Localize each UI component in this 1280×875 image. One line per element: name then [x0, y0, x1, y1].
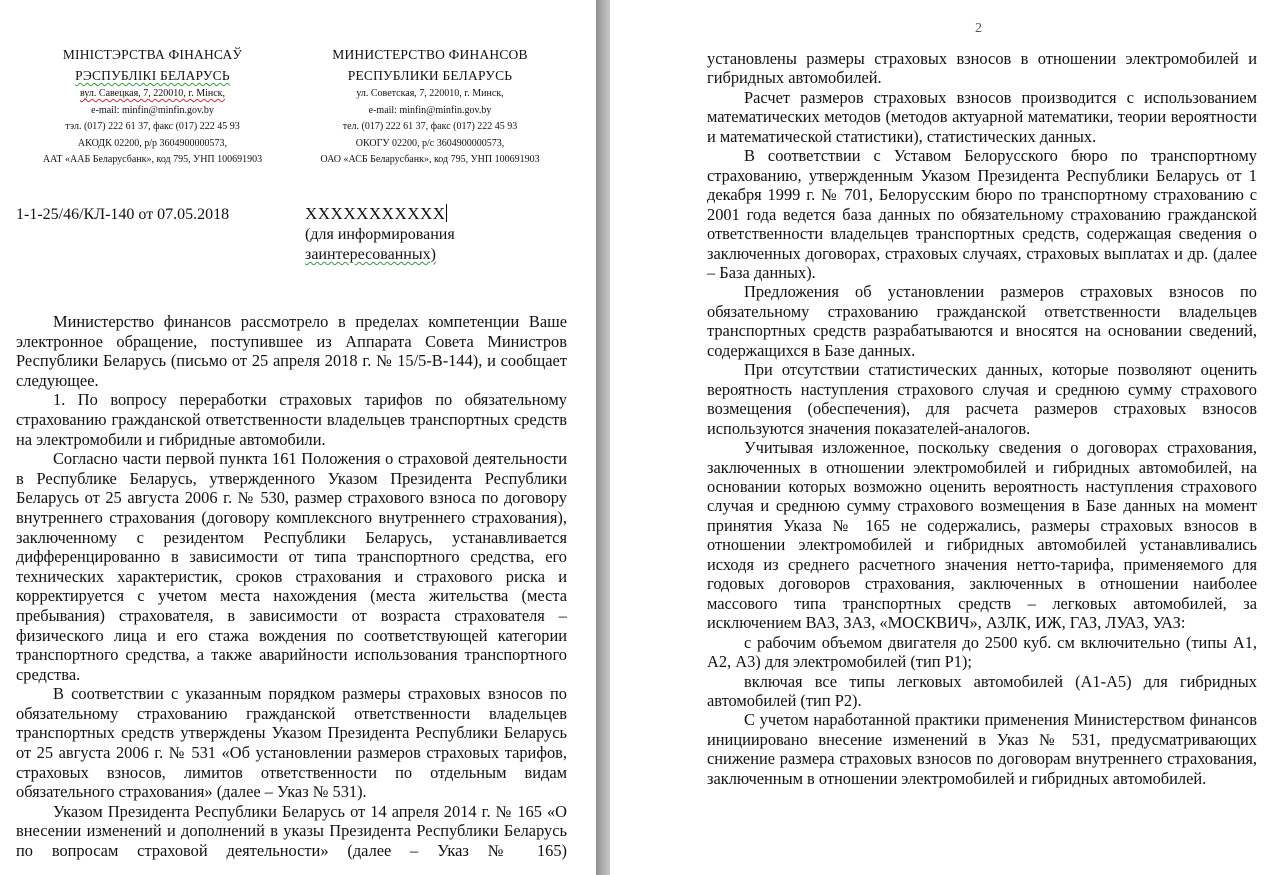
paragraph: Указом Президента Республики Беларусь от 14 апреля 2014 г. № 165 «О внесении изменений и дополнений в указы Президента Республики Беларусь по вопросам страховой деятельности» (далее – Указ № 165) — [16, 801, 567, 861]
addressee-note: (для информирования — [305, 226, 455, 243]
addressee-name[interactable]: XXXXXXXXXXX — [305, 204, 446, 223]
document-page-2 — [610, 0, 1280, 875]
letterhead-russian — [300, 44, 560, 169]
paragraph: При отсутствии статистических данных, которые позволяют оценить вероятность наступления страхового случая и среднюю сумму страхового возмещения (обеспечения), для расчета размеров страховых взносов используются значения показателей-аналогов. — [707, 360, 1257, 438]
page-2-body[interactable] — [707, 49, 1257, 788]
paragraph: В соответствии с Уставом Белорусского бюро по транспортному страхованию, утвержденным Указом Президента Республики Беларусь от 1 декабря 1999 г. № 701, Белорусским бюро по транспортному страхованию с 2001 года ведется база данных по обязательному страхованию гражданской ответственности владельцев транспортных средств, содержащая сведения о заключенных договорах, страховых случаях, страховых выплатах и др. (далее – База данных). — [707, 146, 1257, 282]
paragraph: установлены размеры страховых взносов в отношении электромобилей и гибридных автомобилей. — [707, 49, 1257, 88]
paragraph: Министерство финансов рассмотрело в пределах компетенции Ваше электронное обращение, поступившее из Аппарата Совета Министров Республики Беларусь (письмо от 25 апреля 2018 г. № 15/5-В-144), и сообщает следующее. — [16, 312, 567, 390]
letterhead-bank: ОАО «АСБ Беларусбанк», код 795, УНП 100691903 — [320, 154, 540, 165]
letterhead-email: e-mail: minfin@minfin.gov.by — [368, 104, 492, 116]
letterhead-address: вул. Савецкая, 7, 220010, г. Мінск, — [79, 88, 226, 99]
paragraph: с рабочим объемом двигателя до 2500 куб. см включительно (типы А1, А2, А3) для электромобилей (тип Р1); — [707, 632, 1257, 672]
letterhead-belarusian — [20, 44, 285, 169]
letterhead-title: РЭСПУБЛІКІ БЕЛАРУСЬ — [75, 68, 230, 83]
paragraph: Согласно части первой пункта 161 Положения о страховой деятельности в Республике Беларусь, утвержденного Указом Президента Республики Беларусь от 25 августа 2006 г. № 530, размер страхового взноса по договору внутреннего страхования (договору комплексного внутреннего страхования), заключенному с резидентом Республики Беларусь, устанавливается дифференцированно в зависимости от типа транспортного средства, его технических характеристик, сроков страхования и страхового риска и корректируется с учетом места нахождения (места жительства (места пребывания) страхователя, в зависимости от возраста страхователя – физического лица и его стажа вождения по соответствующей категории транспортного средства, а также аварийности использования транспортного средства. — [16, 449, 567, 684]
paragraph: Расчет размеров страховых взносов производится с использованием математических методов (методов актуарной математики, теории вероятности и математической статистики), статистических данных. — [707, 87, 1257, 146]
letterhead-email: e-mail: minfin@minfin.gov.by — [91, 104, 214, 116]
page-number: 2 — [975, 21, 982, 36]
document-page-1 — [0, 0, 596, 875]
letterhead-bank: ААТ «ААБ Беларусбанк», код 795, УНП 100691903 — [42, 154, 263, 165]
paragraph: Предложения об установлении размеров страховых взносов по обязательному страхованию гражданской ответственности владельцев транспортных средств разрабатываются и вносятся на основании сведений, содержащихся в Базе данных. — [707, 282, 1257, 360]
paragraph: включая все типы легковых автомобилей (А1-А5) для гибридных автомобилей (тип Р2). — [707, 671, 1257, 710]
page-1-body[interactable] — [16, 312, 567, 861]
paragraph: В соответствии с указанным порядком размеры страховых взносов по обязательному страхованию гражданской ответственности владельцев транспортных средств утверждены Указом Президента Республики Беларусь от 25 августа 2006 г. № 531 «Об установлении размеров страховых тарифов, страховых взносов, лимитов ответственности по отдельным видам обязательного страхования» (далее – Указ № 531). — [16, 684, 567, 802]
letterhead-title: МІНІСТЭРСТВА ФІНАНСАЎ — [62, 47, 243, 62]
letterhead-account: АКОДК 02200, р/р 3604900000573, — [77, 137, 228, 149]
letterhead-title: МИНИСТЕРСТВО ФИНАНСОВ — [332, 47, 528, 62]
addressee-block[interactable] — [305, 204, 455, 265]
letterhead-phone: тэл. (017) 222 61 37, факс (017) 222 45 93 — [65, 121, 240, 132]
letterhead-address: ул. Советская, 7, 220010, г. Минск, — [356, 88, 504, 99]
paragraph: Учитывая изложенное, поскольку сведения о договорах страхования, заключенных в отношении электромобилей и гибридных автомобилей, на основании которых возможно оценить вероятность наступления страхового случая и среднюю сумму страхового возмещения в Базе данных на момент принятия Указа № 165 не содержались, размеры страховых взносов в отношении электромобилей и гибридных автомобилей устанавливались исходя из среднего расчетного значения нетто-тарифа, применяемого для годовых договоров страхования, заключенных в отношении наиболее массового типа транспортных средств – легковых автомобилей, за исключением ВАЗ, ЗАЗ, «МОСКВИЧ», АЗЛК, ИЖ, ГАЗ, ЛУАЗ, УАЗ: — [707, 438, 1257, 633]
addressee-note: заинтересованных) — [305, 246, 436, 263]
letterhead-account: ОКОГУ 02200, р/с 3604900000573, — [355, 137, 505, 149]
letterhead-title: РЕСПУБЛИКИ БЕЛАРУСЬ — [347, 68, 513, 83]
letterhead-phone: тел. (017) 222 61 37, факс (017) 222 45 93 — [342, 121, 518, 132]
text-cursor — [446, 204, 448, 222]
registration-number: 1-1-25/46/КЛ-140 от 07.05.2018 — [16, 206, 230, 223]
paragraph: С учетом наработанной практики применения Министерством финансов инициировано внесение изменений в Указ № 531, предусматривающих снижение размера страховых взносов по договорам внутреннего страхования, заключенным в отношении электромобилей и гибридных автомобилей. — [707, 710, 1257, 788]
paragraph: 1. По вопросу переработки страховых тарифов по обязательному страхованию гражданской ответственности владельцев транспортных средств на электромобили и гибридные автомобили. — [16, 390, 567, 449]
page-divider — [596, 0, 610, 875]
